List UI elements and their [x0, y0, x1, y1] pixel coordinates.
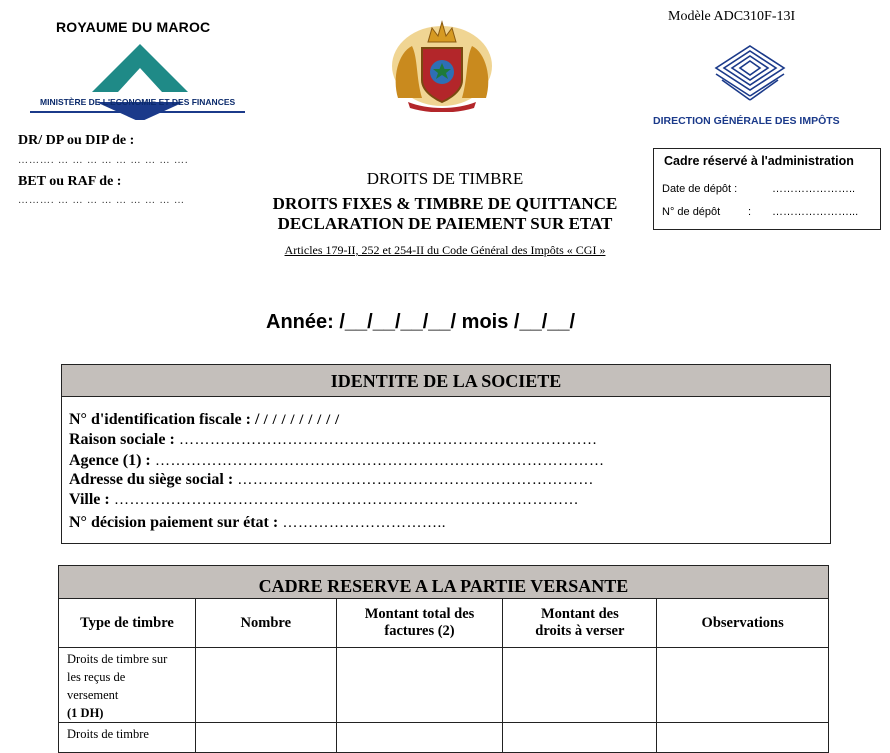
identity-section-title: IDENTITE DE LA SOCIETE — [62, 365, 830, 397]
deposit-number-colon: : — [748, 206, 752, 218]
payer-table — [58, 598, 829, 753]
arms-crown — [428, 22, 456, 42]
bet-raf-dots: ………. … … … … … … … … … — [18, 195, 185, 206]
deposit-number-field[interactable]: …………………... — [772, 206, 859, 218]
coat-of-arms-emblem — [388, 8, 496, 112]
ministry-name: MINISTÈRE DE L'ECONOMIE ET DES FINANCES — [40, 97, 236, 107]
head-office-row[interactable] — [69, 471, 594, 489]
decision-number-field[interactable]: ………………………….. — [278, 515, 446, 531]
agency-label: Agence (1) : — [69, 452, 151, 469]
payer-section-title: CADRE RESERVE A LA PARTIE VERSANTE — [58, 565, 829, 599]
row-type-label: Droits de timbre — [67, 727, 149, 741]
title-line-1: DROITS DE TIMBRE — [366, 169, 524, 188]
decision-number-row[interactable] — [69, 514, 446, 532]
fiscal-id-row[interactable] — [69, 411, 340, 429]
col-total-invoices: Montant total des factures (2) — [336, 599, 503, 648]
deposit-number-label: N° de dépôt — [662, 206, 721, 218]
company-name-field[interactable]: ……………………………………………………………………… — [174, 432, 598, 448]
company-name-row[interactable] — [69, 431, 598, 449]
fiscal-id-label: N° d'identification fiscale : / — [69, 411, 260, 428]
total-cell[interactable] — [336, 648, 503, 723]
col-count: Nombre — [195, 599, 336, 648]
head-office-field[interactable]: …………………………………………………………… — [233, 472, 594, 488]
agency-row[interactable] — [69, 452, 605, 470]
title-line-2: DROITS FIXES & TIMBRE DE QUITTANCE — [272, 194, 618, 213]
row-type-cell — [59, 648, 196, 723]
model-reference: Modèle ADC310F-13I — [668, 9, 796, 24]
year-month-field[interactable]: Année: /__/__/__/__/ mois /__/__/ — [266, 311, 576, 333]
bet-raf-label: BET ou RAF de : — [18, 174, 122, 189]
observations-cell[interactable] — [657, 648, 829, 723]
duties-cell[interactable] — [503, 648, 657, 723]
city-field[interactable]: ……………………………………………………………………………… — [109, 492, 579, 508]
decision-number-label: N° décision paiement sur état : — [69, 514, 279, 531]
city-label: Ville : — [69, 491, 110, 508]
dr-dp-dots: ………. … … … … … … … … …. — [18, 155, 189, 166]
company-name-label: Raison sociale : — [69, 431, 175, 448]
count-cell[interactable] — [195, 648, 336, 723]
agency-field[interactable]: …………………………………………………………………………… — [150, 453, 605, 469]
deposit-date-label: Date de dépôt : — [662, 183, 738, 195]
country-name: ROYAUME DU MAROC — [56, 19, 211, 35]
head-office-label: Adresse du siège social : — [69, 471, 234, 488]
table-row — [59, 648, 829, 723]
col-observations: Observations — [657, 599, 829, 648]
city-row[interactable] — [69, 491, 579, 509]
table-header-row — [59, 599, 829, 648]
fiscal-id-slots[interactable]: / / / / / / / / / — [259, 412, 340, 428]
dgi-name: DIRECTION GÉNÉRALE DES IMPÔTS — [653, 115, 840, 127]
row-type-label: Droits de timbre sur les reçus de versement — [67, 652, 168, 702]
logo-underline — [30, 111, 245, 113]
ministry-logo — [30, 42, 250, 120]
col-duties-amount: Montant des droits à verser — [503, 599, 657, 648]
legal-articles-reference: Articles 179-II, 252 et 254-II du Code Général des Impôts « CGI » — [284, 243, 606, 257]
admin-box-title: Cadre réservé à l'administration — [664, 154, 854, 168]
dr-dp-label: DR/ DP ou DIP de : — [18, 133, 135, 148]
dgi-logo — [712, 44, 786, 106]
col-type: Type de timbre — [59, 599, 196, 648]
deposit-date-field[interactable]: ………………….. — [772, 183, 856, 195]
row-type-amount: (1 DH) — [67, 706, 104, 720]
title-line-3: DECLARATION DE PAIEMENT SUR ETAT — [277, 214, 613, 233]
